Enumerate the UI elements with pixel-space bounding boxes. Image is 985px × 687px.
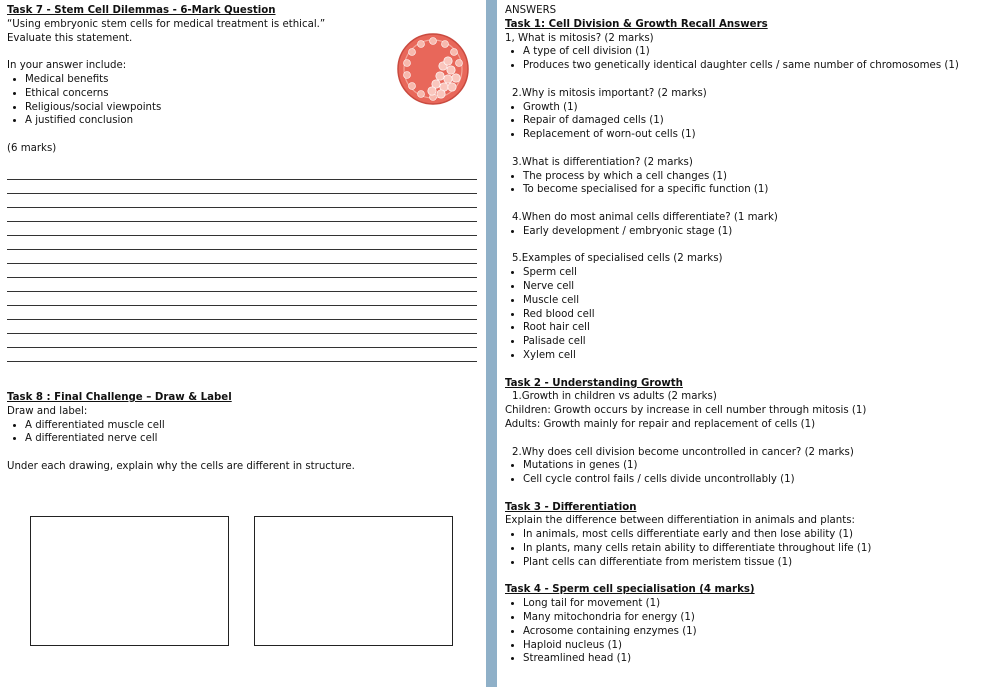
list-item: • A differentiated nerve cell [25,432,477,446]
answer-line[interactable] [7,207,477,208]
task8-note: Under each drawing, explain why the cells are different in structure. [7,460,355,472]
answers-column [497,0,985,687]
answer-line[interactable] [7,347,477,348]
list-item: • Religious/social viewpoints [25,101,477,115]
list-item: • To become specialised for a specific function (1) [523,183,980,197]
answer-line[interactable] [7,333,477,334]
answer-line[interactable] [7,179,477,180]
task1-q5-list [505,266,980,363]
list-item: • A type of cell division (1) [523,45,980,59]
list-item: • Xylem cell [523,349,980,363]
answer-line[interactable] [7,221,477,222]
answer-line[interactable] [7,235,477,236]
task8-title: Task 8 : Final Challenge – Draw & Label [7,392,232,403]
answer-line[interactable] [7,361,477,362]
list-item: • Cell cycle control fails / cells divide uncontrollably (1) [523,473,980,487]
list-item: • Sperm cell [523,266,980,280]
list-item: • The process by which a cell changes (1) [523,170,980,184]
task7-marks: (6 marks) [7,142,57,154]
answer-line[interactable] [7,305,477,306]
list-item: • Acrosome containing enzymes (1) [523,625,980,639]
list-item: • In animals, most cells differentiate early and then lose ability (1) [523,528,980,542]
task3-title: Task 3 - Differentiation [505,501,637,513]
task2-children: Children: Growth occurs by increase in cell number through mitosis (1) [505,405,867,417]
list-item: • A justified conclusion [25,114,477,128]
task3-list [505,528,980,569]
task1-q3: 3.What is differentiation? (2 marks) [512,156,693,168]
task7-include-label: In your answer include: [7,60,127,72]
list-item: • Growth (1) [523,101,980,115]
task1-q4: 4.When do most animal cells differentiate? (1 mark) [512,211,778,223]
task2-adults: Adults: Growth mainly for repair and replacement of cells (1) [505,418,816,430]
task2-q2-list [505,459,980,487]
list-item: • Haploid nucleus (1) [523,639,980,653]
answer-line[interactable] [7,277,477,278]
task4-list [505,597,980,666]
task1-q4-list [505,225,980,239]
list-item: • Many mitochondria for energy (1) [523,611,980,625]
list-item: • Replacement of worn-out cells (1) [523,128,980,142]
list-item: • Red blood cell [523,308,980,322]
list-item: • Early development / embryonic stage (1) [523,225,980,239]
list-item: • Medical benefits [25,73,477,87]
task7-title: Task 7 - Stem Cell Dilemmas - 6-Mark Question [7,5,276,16]
task1-q5: 5.Examples of specialised cells (2 marks) [512,253,723,265]
task1-q1: 1, What is mitosis? (2 marks) [505,32,654,44]
task7-statement: “Using embryonic stem cells for medical treatment is ethical.” [7,18,326,30]
task1-q2: 2.Why is mitosis important? (2 marks) [512,87,707,99]
list-item: • In plants, many cells retain ability to differentiate throughout life (1) [523,542,980,556]
list-item: • Produces two genetically identical daughter cells / same number of chromosomes (1) [523,59,980,73]
list-item: • A differentiated muscle cell [25,419,477,433]
answer-line[interactable] [7,193,477,194]
list-item: • Repair of damaged cells (1) [523,114,980,128]
task4-title: Task 4 - Sperm cell specialisation (4 marks) [505,584,755,596]
list-item: • Root hair cell [523,321,980,335]
muscle-cell-drawing-box[interactable] [30,516,229,646]
answer-line[interactable] [7,291,477,292]
task8-instruction: Draw and label: [7,405,88,417]
list-item: • Palisade cell [523,335,980,349]
nerve-cell-drawing-box[interactable] [254,516,453,646]
task3-intro: Explain the difference between differentiation in animals and plants: [505,515,855,527]
list-item: • Nerve cell [523,280,980,294]
answer-line[interactable] [7,263,477,264]
task8-list [7,419,477,447]
questions-column [0,0,486,687]
task1-title: Task 1: Cell Division & Growth Recall Answers [505,18,768,30]
list-item: • Ethical concerns [25,87,477,101]
task8-section [7,391,477,474]
answer-line[interactable] [7,319,477,320]
task1-q2-list [505,101,980,142]
list-item: • Muscle cell [523,294,980,308]
list-item: • Long tail for movement (1) [523,597,980,611]
list-item: • Plant cells can differentiate from meristem tissue (1) [523,556,980,570]
list-item: • Mutations in genes (1) [523,459,980,473]
column-divider [486,0,497,687]
list-item: • Streamlined head (1) [523,652,980,666]
task7-instruction: Evaluate this statement. [7,32,133,44]
task1-q1-list [505,45,980,73]
answers-content [505,4,980,666]
task2-q1: 1.Growth in children vs adults (2 marks) [512,391,717,403]
task2-title: Task 2 - Understanding Growth [505,377,683,389]
stem-cell-cluster-icon [396,32,470,106]
answer-line[interactable] [7,249,477,250]
task2-q2: 2.Why does cell division become uncontrolled in cancer? (2 marks) [512,446,854,458]
answers-label: ANSWERS [505,5,557,16]
task1-q3-list [505,170,980,198]
